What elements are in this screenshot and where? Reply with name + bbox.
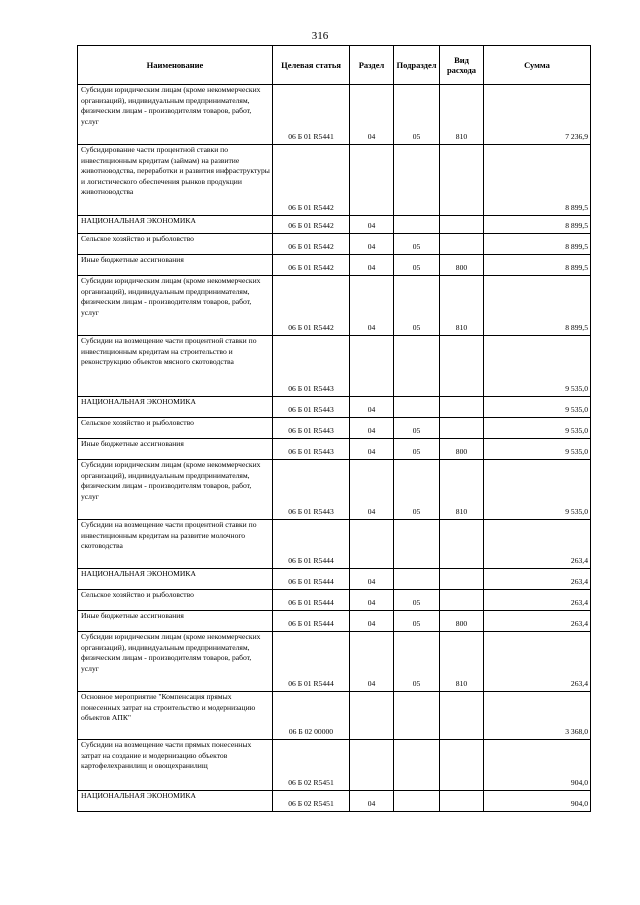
cell-code: 06 Б 01 R5444 [273,611,350,632]
cell-sum: 9 535,0 [484,418,591,439]
cell-section [350,520,394,569]
cell-subsection: 05 [394,611,440,632]
cell-kind [440,397,484,418]
table-row [78,397,591,418]
cell-sum: 8 899,5 [484,255,591,276]
cell-code: 06 Б 02 00000 [273,692,350,740]
table-row [78,520,591,569]
cell-name: Субсидии юридическим лицам (кроме некоммерческих организаций), индивидуальным предпринимателям, физическим лицам - производителям товаров, работ, услуг [78,632,273,692]
cell-subsection: 05 [394,255,440,276]
header-sum: Сумма [484,46,591,85]
cell-section [350,336,394,397]
cell-code: 06 Б 01 R5442 [273,234,350,255]
table-row [78,740,591,791]
cell-name: Сельское хозяйство и рыболовство [78,234,273,255]
cell-subsection: 05 [394,439,440,460]
cell-name: НАЦИОНАЛЬНАЯ ЭКОНОМИКА [78,791,273,812]
cell-sum: 9 535,0 [484,460,591,520]
cell-section: 04 [350,397,394,418]
cell-sum: 9 535,0 [484,397,591,418]
cell-code: 06 Б 01 R5442 [273,255,350,276]
cell-sum: 263,4 [484,590,591,611]
table-row [78,569,591,590]
cell-section: 04 [350,611,394,632]
cell-kind [440,216,484,234]
header-code: Целевая статья [273,46,350,85]
cell-subsection: 05 [394,418,440,439]
cell-subsection: 05 [394,590,440,611]
cell-sum: 8 899,5 [484,145,591,216]
cell-code: 06 Б 01 R5443 [273,439,350,460]
table-row [78,276,591,336]
cell-kind: 800 [440,611,484,632]
table-header-row [78,46,591,85]
cell-section: 04 [350,234,394,255]
cell-kind [440,336,484,397]
cell-sum: 263,4 [484,569,591,590]
cell-code: 06 Б 02 R5451 [273,740,350,791]
cell-subsection [394,692,440,740]
cell-name: Иные бюджетные ассигнования [78,611,273,632]
table-row [78,611,591,632]
table-row [78,336,591,397]
header-subsection: Подраздел [394,46,440,85]
cell-name: Сельское хозяйство и рыболовство [78,418,273,439]
table-row [78,692,591,740]
cell-section [350,145,394,216]
cell-subsection: 05 [394,460,440,520]
cell-sum: 263,4 [484,611,591,632]
cell-sum: 263,4 [484,520,591,569]
cell-sum: 904,0 [484,791,591,812]
cell-code: 06 Б 01 R5443 [273,460,350,520]
cell-sum: 7 236,9 [484,85,591,145]
cell-kind [440,590,484,611]
cell-name: Субсидии на возмещение части процентной ставки по инвестиционным кредитам на развитие молочного скотоводства [78,520,273,569]
cell-subsection [394,740,440,791]
cell-section: 04 [350,255,394,276]
cell-kind [440,234,484,255]
cell-code: 06 Б 01 R5444 [273,569,350,590]
cell-name: Иные бюджетные ассигнования [78,439,273,460]
cell-kind [440,520,484,569]
cell-name: Субсидии юридическим лицам (кроме некоммерческих организаций), индивидуальным предпринимателям, физическим лицам - производителям товаров, работ, услуг [78,85,273,145]
cell-kind: 810 [440,460,484,520]
table-row [78,590,591,611]
cell-name: Иные бюджетные ассигнования [78,255,273,276]
cell-sum: 9 535,0 [484,439,591,460]
cell-subsection: 05 [394,234,440,255]
header-section: Раздел [350,46,394,85]
cell-name: НАЦИОНАЛЬНАЯ ЭКОНОМИКА [78,216,273,234]
cell-kind: 810 [440,276,484,336]
cell-section: 04 [350,460,394,520]
table-row [78,460,591,520]
cell-subsection: 05 [394,276,440,336]
cell-section: 04 [350,439,394,460]
cell-kind [440,791,484,812]
cell-subsection [394,145,440,216]
cell-section: 04 [350,791,394,812]
cell-section: 04 [350,632,394,692]
cell-subsection [394,336,440,397]
cell-kind [440,740,484,791]
cell-code: 06 Б 01 R5443 [273,336,350,397]
cell-section: 04 [350,569,394,590]
table-row [78,439,591,460]
cell-subsection [394,791,440,812]
cell-section: 04 [350,276,394,336]
cell-code: 06 Б 02 R5451 [273,791,350,812]
table-row [78,85,591,145]
cell-name: Основное мероприятие "Компенсация прямых понесенных затрат на строительство и модернизацию объектов АПК" [78,692,273,740]
cell-sum: 8 899,5 [484,234,591,255]
cell-section: 04 [350,216,394,234]
cell-code: 06 Б 01 R5444 [273,520,350,569]
cell-name: Субсидии юридическим лицам (кроме некоммерческих организаций), индивидуальным предпринимателям, физическим лицам - производителям товаров, работ, услуг [78,276,273,336]
cell-name: Сельское хозяйство и рыболовство [78,590,273,611]
cell-subsection [394,520,440,569]
cell-sum: 263,4 [484,632,591,692]
cell-name: Субсидии на возмещение части процентной ставки по инвестиционным кредитам на строительство и реконструкцию объектов мясного скотоводства [78,336,273,397]
cell-code: 06 Б 01 R5442 [273,276,350,336]
cell-subsection: 05 [394,632,440,692]
cell-subsection [394,569,440,590]
cell-sum: 3 368,0 [484,692,591,740]
cell-section [350,692,394,740]
cell-sum: 8 899,5 [484,276,591,336]
cell-name: Субсидии юридическим лицам (кроме некоммерческих организаций), индивидуальным предпринимателям, физическим лицам - производителям товаров, работ, услуг [78,460,273,520]
cell-kind [440,418,484,439]
table-row [78,418,591,439]
cell-section: 04 [350,590,394,611]
cell-sum: 904,0 [484,740,591,791]
cell-name: Субсидирование части процентной ставки по инвестиционным кредитам (займам) на развитие животноводства, переработки и развития инфраструктуры и логистического обеспечения рынков продукции животноводства [78,145,273,216]
cell-kind [440,145,484,216]
cell-code: 06 Б 01 R5442 [273,216,350,234]
cell-subsection [394,216,440,234]
table-row [78,216,591,234]
table-row [78,791,591,812]
cell-name: НАЦИОНАЛЬНАЯ ЭКОНОМИКА [78,569,273,590]
cell-section: 04 [350,418,394,439]
cell-kind [440,692,484,740]
cell-section [350,740,394,791]
cell-subsection [394,397,440,418]
cell-code: 06 Б 01 R5444 [273,632,350,692]
cell-kind: 800 [440,439,484,460]
cell-sum: 8 899,5 [484,216,591,234]
cell-section: 04 [350,85,394,145]
cell-code: 06 Б 01 R5444 [273,590,350,611]
cell-name: НАЦИОНАЛЬНАЯ ЭКОНОМИКА [78,397,273,418]
header-name: Наименование [78,46,273,85]
cell-code: 06 Б 01 R5443 [273,418,350,439]
table-row [78,255,591,276]
cell-kind: 810 [440,85,484,145]
cell-code: 06 Б 01 R5441 [273,85,350,145]
cell-kind [440,569,484,590]
table-row [78,145,591,216]
cell-name: Субсидии на возмещение части прямых понесенных затрат на создание и модернизацию объектов картофелехранилищ и овощехранилищ [78,740,273,791]
cell-sum: 9 535,0 [484,336,591,397]
table-row [78,632,591,692]
cell-subsection: 05 [394,85,440,145]
cell-code: 06 Б 01 R5443 [273,397,350,418]
header-kind: Вид расхода [440,46,484,85]
table-row [78,234,591,255]
cell-kind: 800 [440,255,484,276]
page-number: 316 [311,30,329,42]
cell-code: 06 Б 01 R5442 [273,145,350,216]
cell-kind: 810 [440,632,484,692]
budget-table [77,45,591,812]
